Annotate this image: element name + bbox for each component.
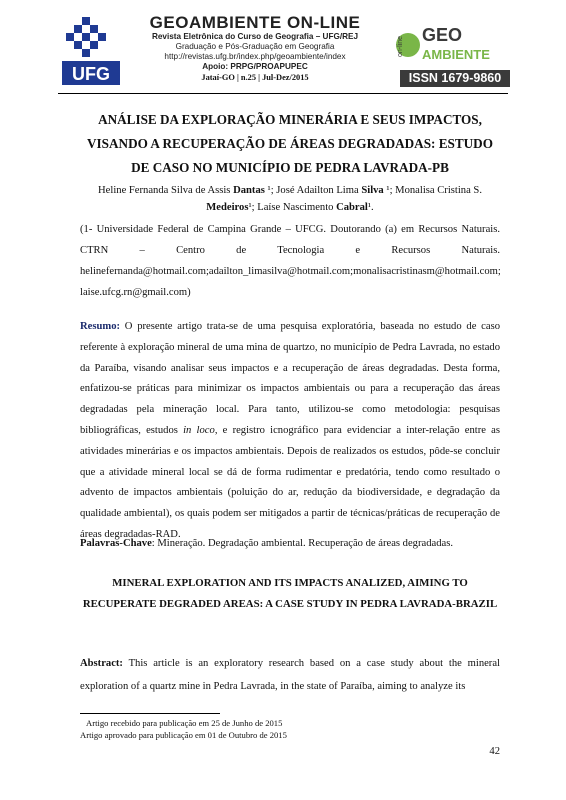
journal-subtitle: Revista Eletrônica do Curso de Geografia – UFG/REJ (151, 32, 359, 41)
author-4-given: ; Laíse Nascimento (251, 202, 337, 213)
footnote-received: Artigo recebido para publicação em 25 de Junho de 2015 (86, 718, 283, 728)
article-title: ANÁLISE DA EXPLORAÇÃO MINERÁRIA E SEUS IMPACTOS, VISANDO A RECUPERAÇÃO DE ÁREAS DEGRADADAS: ESTUDO DE CASO NO MUNICÍPIO DE PEDRA LAVRADA-PB (87, 112, 493, 175)
footnote-approved: Artigo aprovado para publicação em 01 de Outubro de 2015 (80, 729, 287, 740)
keywords-paragraph (80, 535, 500, 552)
logo-ambiente-text: AMBIENTE (422, 47, 490, 62)
resumo-paragraph (80, 317, 500, 546)
journal-support: Apoio: PRPG/PROAPUPEC (202, 62, 308, 71)
journal-program: Graduação e Pós-Graduação em Geografia (175, 42, 335, 51)
abstract-text: This article is an exploratory research based on a case study about the mineral exploration of a quartz mine in Pedra Lavrada, in the state of Paraíba, aiming to analyze its (80, 658, 500, 692)
journal-header (58, 13, 508, 94)
resumo-text-1: O presente artigo trata-se de uma pesquisa exploratória, baseada no estudo de caso referente à exploração mineral de uma mina de quartzo, no município de Pedra Lavrada, no estado da Paraíba, visando analisar seus impactos e a recuperação de áreas degradadas. Desta forma, enfatizou-se práticas para minimizar os impactos ambientais ou para a recuperação das áreas degradadas pela mineração local. Para tanto, utilizou-se como metodologia: pesquisas bibliográficas, estudos (80, 321, 500, 436)
resumo-italic: in loco (183, 424, 215, 436)
author-3-given: ; Monalisa Cristina S. (389, 185, 482, 196)
author-1-sup: ¹ (264, 185, 271, 196)
abstract-label: Abstract: (80, 658, 123, 669)
logo-online-text: on-line (397, 35, 404, 57)
logo-geo-text: GEO (422, 25, 463, 45)
journal-issue: Jataí-GO | n.25 | Jul-Dez/2015 (201, 73, 309, 82)
keywords-text: : Mineração. Degradação ambiental. Recuperação de áreas degradadas. (151, 538, 453, 549)
author-2-given: ; José Adailton Lima (270, 185, 362, 196)
issn-badge: ISSN 1679-9860 (400, 70, 510, 87)
ufg-logo (60, 15, 122, 87)
affiliation: (1- Universidade Federal de Campina Grande – UFCG. Doutorando (a) em Recursos Naturais. CTRN – Centro de Tecnologia e Recursos Naturais. helinefernanda@hotmail.com;adailton_limasilva@hotmail.com;monalisacristinasm@hotmail.com; laise.ufcg.rn@gmail.com) (80, 224, 501, 298)
header-center (124, 13, 386, 83)
abstract-paragraph (80, 652, 500, 698)
journal-title: GEOAMBIENTE ON-LINE (149, 13, 361, 32)
author-2-sup: ¹ (383, 185, 390, 196)
page-number: 42 (489, 746, 500, 757)
author-list (80, 182, 500, 216)
journal-url[interactable]: http://revistas.ufg.br/index.php/geoambiente/index (164, 52, 346, 61)
author-4-family: Cabral (336, 202, 368, 213)
author-3-family: Medeiros (206, 202, 249, 213)
author-4-sup: ¹. (367, 202, 374, 213)
footnotes (80, 718, 500, 741)
author-2-family: Silva (361, 185, 384, 196)
ufg-logo-text: UFG (72, 64, 110, 84)
article-title-english: MINERAL EXPLORATION AND ITS IMPACTS ANALIZED, AIMING TO RECUPERATE DEGRADED AREAS: A CASE STUDY IN PEDRA LAVRADA-BRAZIL (82, 577, 498, 610)
keywords-label: Palavras-Chave (80, 538, 152, 549)
resumo-text-2: , e registro icnográfico para evidenciar a inter-relação entre as atividades minerárias e os impactos ambientais. Depois de realizados os estudos, pôde-se concluir que a atividade mineral local se dá de forma rudimentar e predatória, tendo como resultado o advento de impactos ambientais (poluição do ar, redução da biodiversidade, e degradação da qualidade ambiental), os quais podem ser mitigados a partir de técnicas/práticas de recuperação de áreas degradadas-RAD. (80, 424, 500, 540)
footnote-divider (80, 713, 220, 714)
author-1-family: Dantas (233, 185, 265, 196)
author-1-given: Heline Fernanda Silva de Assis (98, 185, 234, 196)
resumo-label: Resumo: (80, 321, 121, 332)
author-3-sup: ¹ (248, 202, 252, 213)
